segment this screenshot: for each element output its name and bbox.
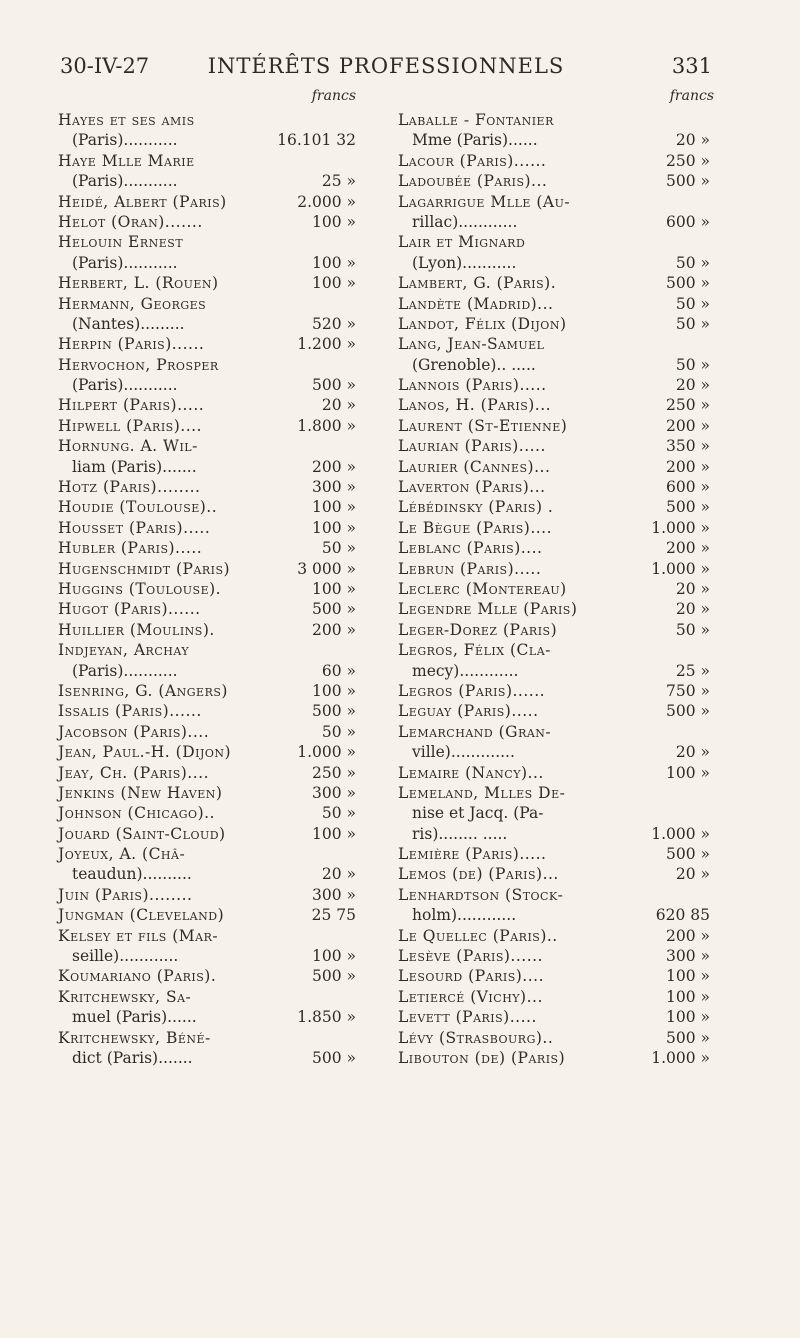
entry-line	[58, 824, 376, 844]
entry-text: muel (Paris)......	[72, 1008, 197, 1027]
entry-text: teaudun)..........	[72, 865, 192, 884]
entry-amount: 2.000 »	[297, 192, 356, 211]
entry-text: Legendre Mlle (Paris)	[398, 600, 578, 619]
entry-amount: 100 »	[312, 824, 356, 843]
entry-text: Hayes et ses amis	[58, 111, 195, 129]
left-column-unit: francs	[311, 88, 356, 104]
entry-amount: 50 »	[675, 355, 710, 374]
entry-text: rillac)............	[412, 212, 518, 231]
entry-line	[398, 212, 716, 232]
entry-text: Jeay, Ch. (Paris)....	[58, 763, 210, 782]
entry-amount: 25 »	[321, 172, 356, 191]
entry-line	[58, 314, 376, 334]
entry-line	[398, 314, 716, 334]
entry-line	[58, 151, 376, 171]
entry-amount: 3 000 »	[297, 559, 356, 578]
entry-text: Hotz (Paris)........	[58, 478, 201, 497]
entry-line	[58, 905, 376, 925]
entry-text: Lemière (Paris).....	[398, 845, 547, 864]
entry-text: Laurier (Cannes)...	[398, 457, 551, 476]
entry-amount: 250 »	[312, 763, 356, 782]
entry-line	[58, 416, 376, 436]
entry-line	[398, 763, 716, 783]
entry-text: Legros, Félix (Cla-	[398, 641, 551, 660]
entry-text: Lévy (Strasbourg)..	[398, 1028, 554, 1047]
entry-line	[398, 926, 716, 946]
entry-amount: 500 »	[666, 1028, 710, 1047]
entry-line	[58, 640, 376, 660]
entry-text: Lambert, G. (Paris).	[398, 274, 557, 293]
entry-text: Isenring, G. (Angers)	[58, 681, 228, 700]
entry-text: Joyeux, A. (Châ-	[58, 845, 186, 864]
entry-line	[398, 661, 716, 681]
entry-amount: 50 »	[321, 804, 356, 823]
entry-amount: 200 »	[666, 457, 710, 476]
entry-text: Helouin Ernest	[58, 233, 184, 252]
entry-text: Lacour (Paris)......	[398, 151, 547, 170]
entry-text: Le Bègue (Paris)....	[398, 518, 553, 537]
entry-line	[398, 192, 716, 212]
entry-amount: 50 »	[321, 539, 356, 558]
entry-line	[58, 763, 376, 783]
entry-text: Herpin (Paris)......	[58, 335, 205, 354]
entry-text: Lebrun (Paris).....	[398, 559, 542, 578]
entry-line	[398, 355, 716, 375]
entry-amount: 500 »	[666, 845, 710, 864]
entry-amount: 100 »	[666, 763, 710, 782]
entry-amount: 600 »	[666, 212, 710, 231]
entry-text: Kritchewsky, Sa-	[58, 987, 192, 1006]
entry-line	[58, 661, 376, 681]
entry-line	[398, 987, 716, 1007]
entry-line	[58, 355, 376, 375]
entry-text: Juin (Paris)........	[58, 885, 193, 904]
entry-line	[58, 864, 376, 884]
entry-text: (Nantes).........	[72, 314, 185, 333]
entry-amount: 1.000 »	[651, 559, 710, 578]
entry-amount: 50 »	[675, 294, 710, 313]
entry-text: Helot (Oran).......	[58, 212, 203, 231]
entry-amount: 20 »	[321, 865, 356, 884]
entry-line	[58, 1028, 376, 1048]
entry-line	[398, 273, 716, 293]
entry-line	[398, 334, 716, 354]
entry-amount: 500 »	[312, 702, 356, 721]
entry-line	[398, 559, 716, 579]
entry-text: Laverton (Paris)...	[398, 478, 546, 497]
entry-line	[398, 824, 716, 844]
entry-amount: 1.200 »	[297, 335, 356, 354]
entry-text: Laurent (St-Etienne)	[398, 416, 568, 435]
entry-line	[58, 334, 376, 354]
entry-amount: 300 »	[312, 885, 356, 904]
entry-text: Koumariano (Paris).	[58, 967, 217, 986]
entry-line	[398, 864, 716, 884]
entry-amount: 50 »	[675, 253, 710, 272]
entry-amount: 50 »	[321, 722, 356, 741]
entry-amount: 300 »	[312, 478, 356, 497]
entry-text: Housset (Paris).....	[58, 518, 211, 537]
entry-line	[58, 212, 376, 232]
entry-line	[398, 1048, 716, 1068]
entry-line	[58, 273, 376, 293]
entry-line	[58, 579, 376, 599]
entry-line	[58, 457, 376, 477]
right-column-unit: francs	[669, 88, 714, 104]
entry-amount: 60 »	[321, 661, 356, 680]
entry-line	[398, 905, 716, 925]
entry-text: Landète (Madrid)...	[398, 294, 554, 313]
entry-amount: 500 »	[312, 600, 356, 619]
entry-line	[398, 742, 716, 762]
entry-amount: 100 »	[666, 1008, 710, 1027]
entry-text: Herbert, L. (Rouen)	[58, 274, 219, 293]
entry-text: Lemarchand (Gran-	[398, 722, 552, 741]
entry-amount: 1.000 »	[651, 518, 710, 537]
left-entry-list	[58, 110, 376, 1068]
entry-line	[398, 1028, 716, 1048]
entry-text: Lesourd (Paris)....	[398, 967, 545, 986]
entry-amount: 20 »	[675, 600, 710, 619]
entry-amount: 1.850 »	[297, 1008, 356, 1027]
entry-amount: 25 »	[675, 661, 710, 680]
entry-amount: 100 »	[666, 967, 710, 986]
entry-text: Lébédinsky (Paris) .	[398, 498, 554, 517]
entry-text: (Grenoble).. .....	[412, 355, 536, 374]
entry-text: Leblanc (Paris)....	[398, 539, 543, 558]
entry-amount: 200 »	[312, 620, 356, 639]
entry-text: (Paris)...........	[72, 376, 178, 395]
entry-line	[398, 803, 716, 823]
entry-amount: 300 »	[312, 783, 356, 802]
entry-amount: 20 »	[675, 743, 710, 762]
entry-text: Lesève (Paris)......	[398, 947, 543, 966]
entry-text: Houdie (Toulouse)..	[58, 498, 218, 517]
entry-text: (Paris)...........	[72, 253, 178, 272]
entry-line	[398, 171, 716, 191]
entry-line	[398, 599, 716, 619]
entry-text: (Lyon)...........	[412, 253, 517, 272]
entry-line	[58, 599, 376, 619]
entry-text: Hermann, Georges	[58, 294, 207, 313]
entry-line	[398, 579, 716, 599]
entry-line	[398, 844, 716, 864]
entry-amount: 500 »	[666, 172, 710, 191]
entry-amount: 1.000 »	[297, 743, 356, 762]
entry-amount: 100 »	[312, 274, 356, 293]
entry-text: Hilpert (Paris).....	[58, 396, 205, 415]
entry-line	[398, 701, 716, 721]
entry-amount: 500 »	[666, 702, 710, 721]
entry-line	[58, 559, 376, 579]
entry-text: (Paris)...........	[72, 131, 178, 150]
entry-text: Libouton (de) (Paris)	[398, 1048, 566, 1067]
entry-text: Lemaire (Nancy)...	[398, 763, 544, 782]
entry-line	[58, 1048, 376, 1068]
entry-text: Lannois (Paris).....	[398, 376, 547, 395]
entry-text: nise et Jacq. (Pa-	[412, 804, 544, 823]
entry-amount: 500 »	[312, 1048, 356, 1067]
entry-text: Jenkins (New Haven)	[58, 783, 223, 802]
entry-amount: 600 »	[666, 478, 710, 497]
entry-text: liam (Paris).......	[72, 457, 197, 476]
entry-line	[58, 192, 376, 212]
entry-text: Leger-Dorez (Paris)	[398, 620, 558, 639]
entry-line	[398, 416, 716, 436]
entry-line	[58, 844, 376, 864]
entry-amount: 20 »	[675, 131, 710, 150]
entry-amount: 250 »	[666, 396, 710, 415]
entry-text: Hubler (Paris).....	[58, 539, 203, 558]
entry-line	[58, 436, 376, 456]
entry-text: Hugenschmidt (Paris)	[58, 559, 231, 578]
entry-amount: 100 »	[312, 498, 356, 517]
entry-line	[58, 232, 376, 252]
entry-line	[58, 803, 376, 823]
left-column	[58, 88, 376, 1068]
entry-text: Lemos (de) (Paris)...	[398, 865, 559, 884]
entry-amount: 620 85	[655, 906, 710, 925]
entry-amount: 20 »	[675, 579, 710, 598]
entry-line	[398, 538, 716, 558]
entry-amount: 750 »	[666, 681, 710, 700]
entry-line	[398, 436, 716, 456]
entry-text: Huillier (Moulins).	[58, 620, 215, 639]
entry-text: Ladoubée (Paris)...	[398, 172, 548, 191]
entry-line	[398, 253, 716, 273]
entry-text: Leguay (Paris).....	[398, 702, 539, 721]
entry-line	[58, 375, 376, 395]
entry-text: Hornung. A. Wil-	[58, 437, 198, 456]
entry-line	[58, 946, 376, 966]
entry-line	[58, 620, 376, 640]
entry-text: Le Quellec (Paris)..	[398, 926, 558, 945]
entry-text: Landot, Félix (Dijon)	[398, 314, 567, 333]
entry-amount: 200 »	[312, 457, 356, 476]
entry-amount: 20 »	[675, 865, 710, 884]
entry-text: holm)............	[412, 906, 517, 925]
entry-amount: 16.101 32	[277, 131, 356, 150]
entry-amount: 20 »	[675, 376, 710, 395]
entry-line	[398, 375, 716, 395]
entry-amount: 1.000 »	[651, 824, 710, 843]
entry-amount: 500 »	[312, 967, 356, 986]
entry-text: (Paris)...........	[72, 172, 178, 191]
right-column	[398, 88, 716, 1068]
entry-amount: 25 75	[311, 906, 356, 925]
entry-line	[58, 722, 376, 742]
entry-line	[398, 966, 716, 986]
entry-amount: 20 »	[321, 396, 356, 415]
entry-line	[398, 130, 716, 150]
entry-text: Hervochon, Prosper	[58, 355, 219, 374]
entry-line	[58, 253, 376, 273]
entry-text: Kritchewsky, Béné-	[58, 1028, 211, 1047]
entry-line	[58, 783, 376, 803]
entry-amount: 100 »	[312, 212, 356, 231]
entry-text: mecy)............	[412, 661, 519, 680]
entry-amount: 520 »	[312, 314, 356, 333]
entry-line	[58, 987, 376, 1007]
entry-line	[398, 783, 716, 803]
entry-text: Jean, Paul.-H. (Dijon)	[58, 743, 232, 762]
entry-line	[398, 151, 716, 171]
entry-line	[398, 722, 716, 742]
entry-line	[58, 294, 376, 314]
entry-text: Letiercé (Vichy)...	[398, 987, 543, 1006]
entry-text: Leclerc (Montereau)	[398, 579, 567, 598]
entry-text: Issalis (Paris)......	[58, 702, 202, 721]
entry-amount: 100 »	[666, 987, 710, 1006]
entry-line	[398, 477, 716, 497]
entry-line	[58, 518, 376, 538]
entry-text: Johnson (Chicago)..	[58, 804, 215, 823]
entry-text: Lenhardtson (Stock-	[398, 885, 564, 904]
page-header	[60, 54, 712, 84]
entry-line	[58, 681, 376, 701]
entry-text: (Paris)...........	[72, 661, 178, 680]
entry-line	[398, 885, 716, 905]
entry-line	[398, 232, 716, 252]
entry-text: ville).............	[412, 743, 515, 762]
entry-text: Lagarrigue Mlle (Au-	[398, 192, 571, 211]
entry-line	[398, 1007, 716, 1027]
entry-line	[58, 110, 376, 130]
entry-amount: 200 »	[666, 926, 710, 945]
entry-line	[398, 946, 716, 966]
entry-line	[58, 966, 376, 986]
entry-line	[58, 701, 376, 721]
entry-line	[58, 497, 376, 517]
entry-text: Lair et Mignard	[398, 233, 526, 252]
entry-text: seille)............	[72, 947, 179, 966]
entry-text: Lanos, H. (Paris)...	[398, 396, 552, 415]
entry-line	[58, 926, 376, 946]
entry-text: Haye Mlle Marie	[58, 151, 195, 170]
entry-text: Jouard (Saint-Cloud)	[58, 824, 226, 843]
entry-text: Kelsey et fils (Mar-	[58, 926, 219, 945]
entry-amount: 1.000 »	[651, 1048, 710, 1067]
entry-text: Levett (Paris).....	[398, 1008, 537, 1027]
entry-amount: 100 »	[312, 681, 356, 700]
right-entry-list	[398, 110, 716, 1068]
entry-text: Legros (Paris)......	[398, 681, 546, 700]
entry-line	[398, 640, 716, 660]
entry-line	[58, 1007, 376, 1027]
header-page-number: 331	[671, 54, 712, 78]
entry-line	[398, 497, 716, 517]
entry-line	[398, 681, 716, 701]
entry-line	[58, 477, 376, 497]
entry-line	[58, 885, 376, 905]
entry-line	[398, 110, 716, 130]
entry-line	[58, 538, 376, 558]
entry-amount: 500 »	[666, 498, 710, 517]
entry-text: Indjeyan, Archay	[58, 641, 190, 660]
entry-text: Huggins (Toulouse).	[58, 579, 222, 598]
entry-text: ris)........ .....	[412, 824, 508, 843]
entry-line	[398, 518, 716, 538]
entry-amount: 300 »	[666, 947, 710, 966]
entry-text: dict (Paris).......	[72, 1048, 193, 1067]
entry-line	[398, 620, 716, 640]
header-date: 30-IV-27	[60, 54, 150, 78]
entry-amount: 100 »	[312, 518, 356, 537]
entry-amount: 200 »	[666, 416, 710, 435]
entry-amount: 100 »	[312, 579, 356, 598]
entry-amount: 50 »	[675, 620, 710, 639]
entry-line	[58, 171, 376, 191]
entry-text: Jacobson (Paris)....	[58, 722, 210, 741]
entry-text: Heidé, Albert (Paris)	[58, 192, 227, 211]
entry-line	[58, 742, 376, 762]
entry-amount: 350 »	[666, 437, 710, 456]
entry-amount: 500 »	[312, 376, 356, 395]
entry-amount: 250 »	[666, 151, 710, 170]
entry-text: Lang, Jean-Samuel	[398, 335, 545, 354]
entry-text: Laballe - Fontanier	[398, 111, 554, 129]
header-title: INTÉRÊTS PROFESSIONNELS	[207, 54, 565, 78]
entry-line	[398, 395, 716, 415]
entry-amount: 100 »	[312, 947, 356, 966]
entry-line	[398, 294, 716, 314]
entry-amount: 50 »	[675, 314, 710, 333]
entry-amount: 200 »	[666, 539, 710, 558]
entry-text: Lemeland, Mlles De-	[398, 783, 566, 802]
entry-line	[398, 457, 716, 477]
entry-text: Hipwell (Paris)....	[58, 416, 202, 435]
entry-text: Jungman (Cleveland)	[58, 906, 225, 925]
entry-line	[58, 395, 376, 415]
entry-amount: 500 »	[666, 274, 710, 293]
entry-text: Laurian (Paris).....	[398, 437, 546, 456]
entry-amount: 100 »	[312, 253, 356, 272]
entry-line	[58, 130, 376, 150]
entry-text: Hugot (Paris)......	[58, 600, 201, 619]
entry-amount: 1.800 »	[297, 416, 356, 435]
entry-text: Mme (Paris)......	[412, 131, 538, 150]
